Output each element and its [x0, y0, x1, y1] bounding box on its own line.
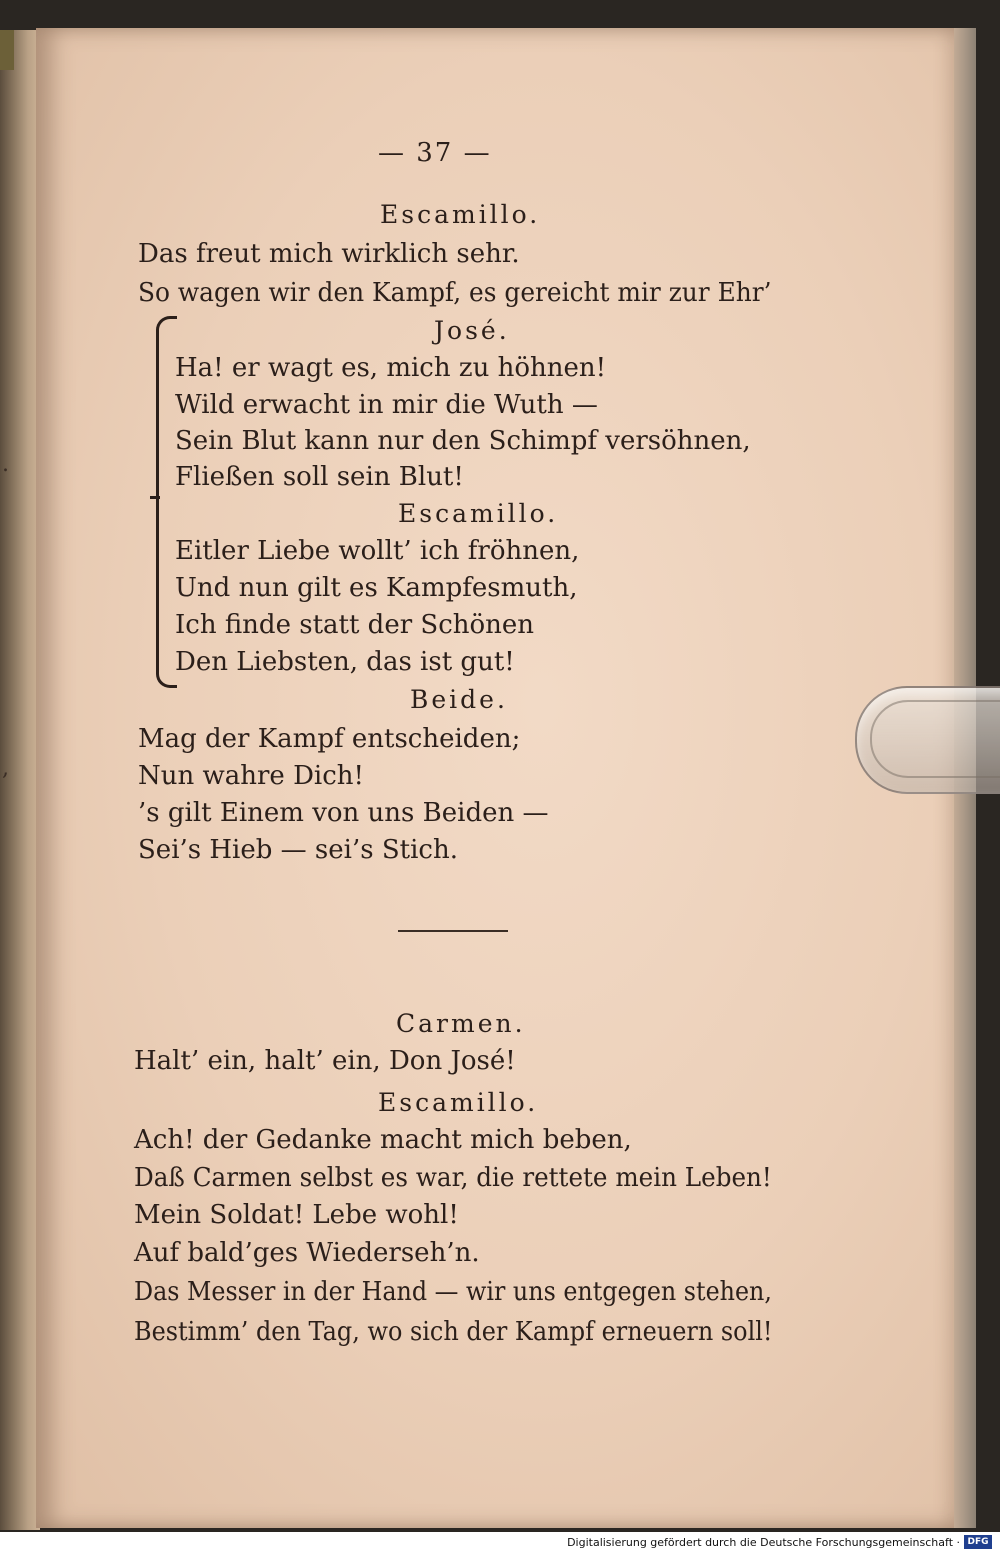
speaker-name: Beide. — [410, 685, 508, 714]
speaker-name: Escamillo. — [380, 200, 541, 229]
verse-line: Sei’s Hieb — sei’s Stich. — [138, 835, 458, 865]
verse-line: Und nun gilt es Kampfesmuth, — [175, 573, 578, 603]
verse-line: Den Liebsten, das ist gut! — [175, 647, 515, 677]
speaker-name: Escamillo. — [378, 1088, 539, 1117]
simultaneous-brace — [156, 316, 177, 688]
speaker-name: José. — [434, 316, 510, 345]
verse-line: Bestimm’ den Tag, wo sich der Kampf erneuern soll! — [134, 1317, 773, 1347]
section-divider — [398, 930, 508, 932]
verse-line: Nun wahre Dich! — [138, 761, 365, 791]
verse-line: Das Messer in der Hand — wir uns entgegen stehen, — [134, 1277, 772, 1307]
binding-tab — [0, 30, 14, 70]
verse-line: Wild erwacht in mir die Wuth — — [175, 390, 598, 420]
verse-line: Mag der Kampf entscheiden; — [138, 724, 521, 754]
verse-line: So wagen wir den Kampf, es gereicht mir zur Ehr’ — [138, 278, 772, 308]
digitization-credit: Digitalisierung gefördert durch die Deutsche Forschungsgemeinschaft · — [567, 1536, 960, 1549]
verse-line: Halt’ ein, halt’ ein, Don José! — [134, 1046, 516, 1076]
verse-line: Auf bald’ges Wiederseh’n. — [134, 1238, 480, 1268]
dfg-logo: DFG — [964, 1535, 992, 1549]
page-number: — 37 — — [378, 138, 492, 168]
plastic-page-clip-inner — [870, 700, 1000, 778]
verse-line: Eitler Liebe wollt’ ich fröhnen, — [175, 536, 580, 566]
verse-line: Das freut mich wirklich sehr. — [138, 239, 520, 269]
verse-line: Ich finde statt der Schönen — [175, 610, 535, 640]
verse-line: Daß Carmen selbst es war, die rettete mein Leben! — [134, 1163, 772, 1193]
speaker-name: Escamillo. — [398, 499, 559, 528]
margin-mark: . — [2, 452, 9, 477]
verse-line: ’s gilt Einem von uns Beiden — — [138, 798, 549, 828]
brace-tip — [150, 496, 160, 499]
verse-line: Ha! er wagt es, mich zu höhnen! — [175, 353, 607, 383]
verse-line: Ach! der Gedanke macht mich beben, — [134, 1125, 632, 1155]
verse-line: Mein Soldat! Lebe wohl! — [134, 1200, 459, 1230]
verse-line: Fließen soll sein Blut! — [175, 462, 464, 492]
verse-line: Sein Blut kann nur den Schimpf versöhnen, — [175, 426, 751, 456]
margin-mark: , — [2, 756, 9, 781]
speaker-name: Carmen. — [396, 1009, 526, 1038]
